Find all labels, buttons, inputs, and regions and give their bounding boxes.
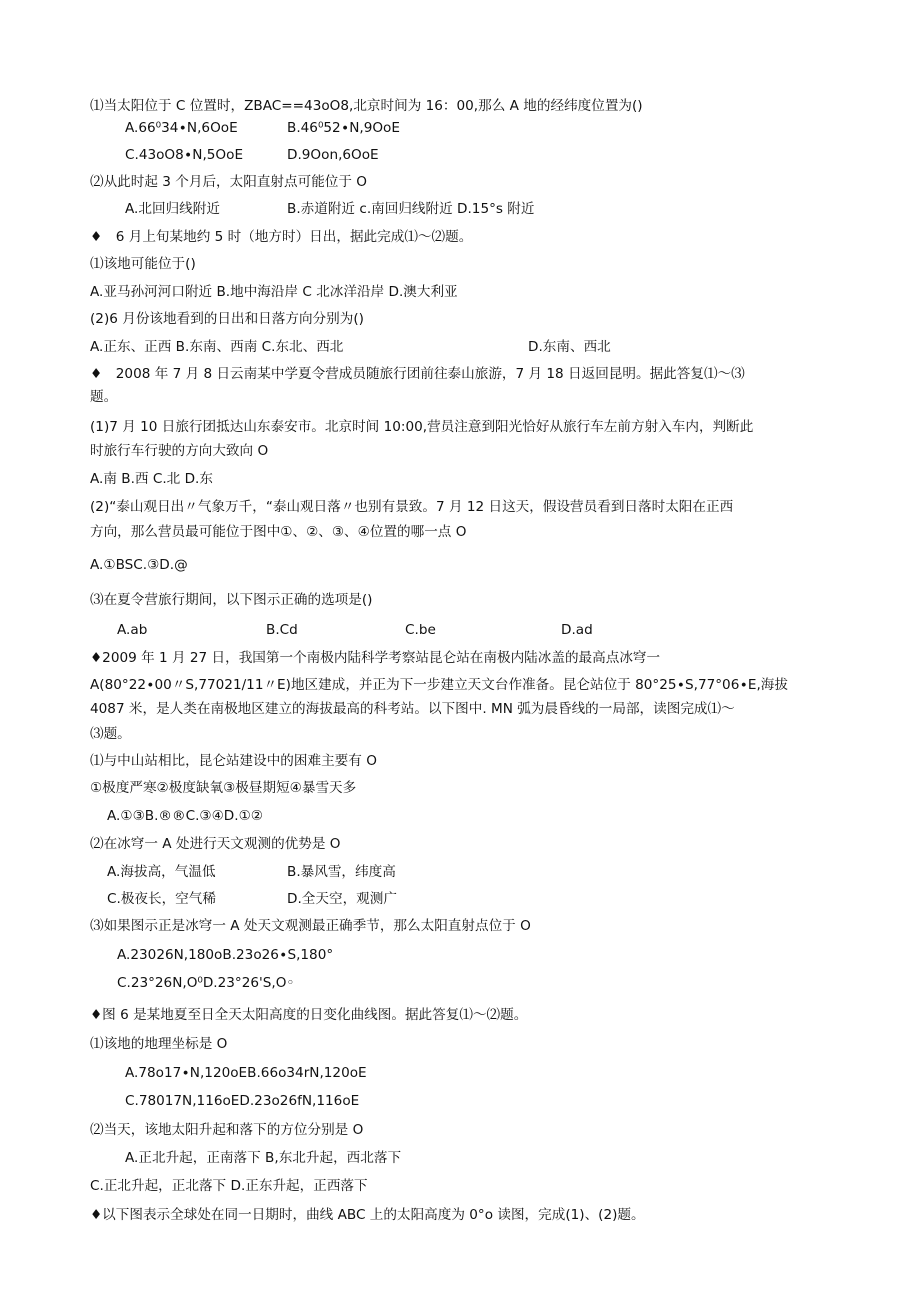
option-c: C.be xyxy=(405,622,436,638)
option-d: D.东南、西北 xyxy=(528,339,611,355)
option-c: C.43oO8∙N,5OoE xyxy=(125,147,244,163)
section-heading: ♦图 6 是某地夏至日全天太阳高度的日变化曲线图。据此答复⑴～⑵题。 xyxy=(90,1007,528,1023)
option-bcd: B.赤道附近 c.南回归线附近 D.15°s 附近 xyxy=(287,201,535,217)
option-d: D.全天空，观测广 xyxy=(287,891,397,907)
question-line: ⑶如果图示正是冰穹一 A 处天文观测最正确季节，那么太阳直射点位于 O xyxy=(90,918,531,934)
option-a: A.海拔高，气温低 xyxy=(107,864,216,880)
question-line: ⑴与中山站相比，昆仑站建设中的困难主要有 O xyxy=(90,753,377,769)
options-line: A.正北升起，正南落下 B,东北升起，西北落下 xyxy=(125,1150,402,1166)
section-heading-cont: 4087 米，是人类在南极地区建立的海拔最高的科考站。以下图中. MN 弧为晨昏线的一局部，读图完成⑴～ xyxy=(90,701,735,717)
question-line: ⑶在夏令营旅行期间，以下图示正确的选项是() xyxy=(90,592,373,608)
section-heading-cont: A(80°22∙00〃S,77021∕11〃E)地区建成，并正为下一步建立天文台作准备。昆仑站位于 80°25∙S,77°06∙E,海拔 xyxy=(90,677,788,693)
section-heading-cont: ⑶题。 xyxy=(90,726,131,742)
option-c: C.极夜长，空气稀 xyxy=(107,891,216,907)
question-line: (2)“泰山观日出〃气象万千，“泰山观日落〃也别有景致。7 月 12 日这天，假设营员看到日落时太阳在正西 xyxy=(90,499,734,515)
options-line: C.23°26N,O⁰D.23°26'S,O◦ xyxy=(117,975,295,991)
option-a: A.北回归线附近 xyxy=(125,201,220,217)
option-b: B.46⁰52∙N,9OoE xyxy=(287,120,400,136)
options-line: A.①③B.®®C.③④D.①② xyxy=(107,808,263,824)
options-line: C.正北升起，正北落下 D.正东升起，正西落下 xyxy=(90,1178,368,1194)
question-line: ⑴当太阳位于 C 位置时，ZBAC==43oO8,北京时间为 16：00,那么 A 地的经纬度位置为() xyxy=(90,98,643,114)
question-line: ⑴该地可能位于() xyxy=(90,256,196,272)
option-b: B.Cd xyxy=(266,622,298,638)
question-line-cont: 方向，那么营员最可能位于图中①、②、③、④位置的哪一点 O xyxy=(90,524,467,540)
question-line: (2)6 月份该地看到的日出和日落方向分别为() xyxy=(90,311,364,327)
question-line: ⑵当天，该地太阳升起和落下的方位分别是 O xyxy=(90,1122,364,1138)
question-line: ⑴该地的地理坐标是 O xyxy=(90,1036,228,1052)
section-heading: ♦2009 年 1 月 27 日，我国第一个南极内陆科学考察站昆仑站在南极内陆冰盖的最高点冰穹一 xyxy=(90,650,661,666)
options-line: A.正东、正西 B.东南、西南 C.东北、西北 xyxy=(90,339,344,355)
section-heading: ♦以下图表示全球处在同一日期时，曲线 ABC 上的太阳高度为 0°o 读图，完成(1)、(2)题。 xyxy=(90,1207,645,1223)
option-d: D.9Oon,6OoE xyxy=(287,147,379,163)
section-heading-cont: 题。 xyxy=(90,389,118,405)
option-a: A.66⁰34∙N,6OoE xyxy=(125,120,238,136)
question-line: ⑵从此时起 3 个月后，太阳直射点可能位于 O xyxy=(90,174,367,190)
question-line: (1)7 月 10 日旅行团抵达山东泰安市。北京时间 10:00,营员注意到阳光恰好从旅行车左前方射入车内，判断此 xyxy=(90,419,754,435)
options-line: A.①BSC.③D.@ xyxy=(90,557,188,573)
option-d: D.ad xyxy=(561,622,593,638)
options-line: A.23026N,180oB.23o26∙S,180° xyxy=(117,947,334,963)
options-line: A.南 B.西 C.北 D.东 xyxy=(90,471,213,487)
option-b: B.暴风雪，纬度高 xyxy=(287,864,396,880)
options-line: A.亚马孙河河口附近 B.地中海沿岸 C 北冰洋沿岸 D.澳大利亚 xyxy=(90,284,458,300)
question-line-cont: 时旅行车行驶的方向大致向 O xyxy=(90,443,269,459)
question-line: ⑵在冰穹一 A 处进行天文观测的优势是 O xyxy=(90,836,341,852)
section-heading: ♦ 2008 年 7 月 8 日云南某中学夏令营成员随旅行团前往泰山旅游，7 月 18 日返回昆明。据此答复⑴～⑶ xyxy=(90,366,745,382)
options-line: C.78017N,116oED.23o26fN,116oE xyxy=(125,1093,360,1109)
section-heading: ♦ 6 月上旬某地约 5 时（地方时）日出，据此完成⑴～⑵题。 xyxy=(90,229,473,245)
option-a: A.ab xyxy=(117,622,148,638)
options-line: A.78o17∙N,120oEB.66o34rN,120oE xyxy=(125,1065,367,1081)
statements-line: ①极度严寒②极度缺氧③极昼期短④暴雪天多 xyxy=(90,780,357,796)
